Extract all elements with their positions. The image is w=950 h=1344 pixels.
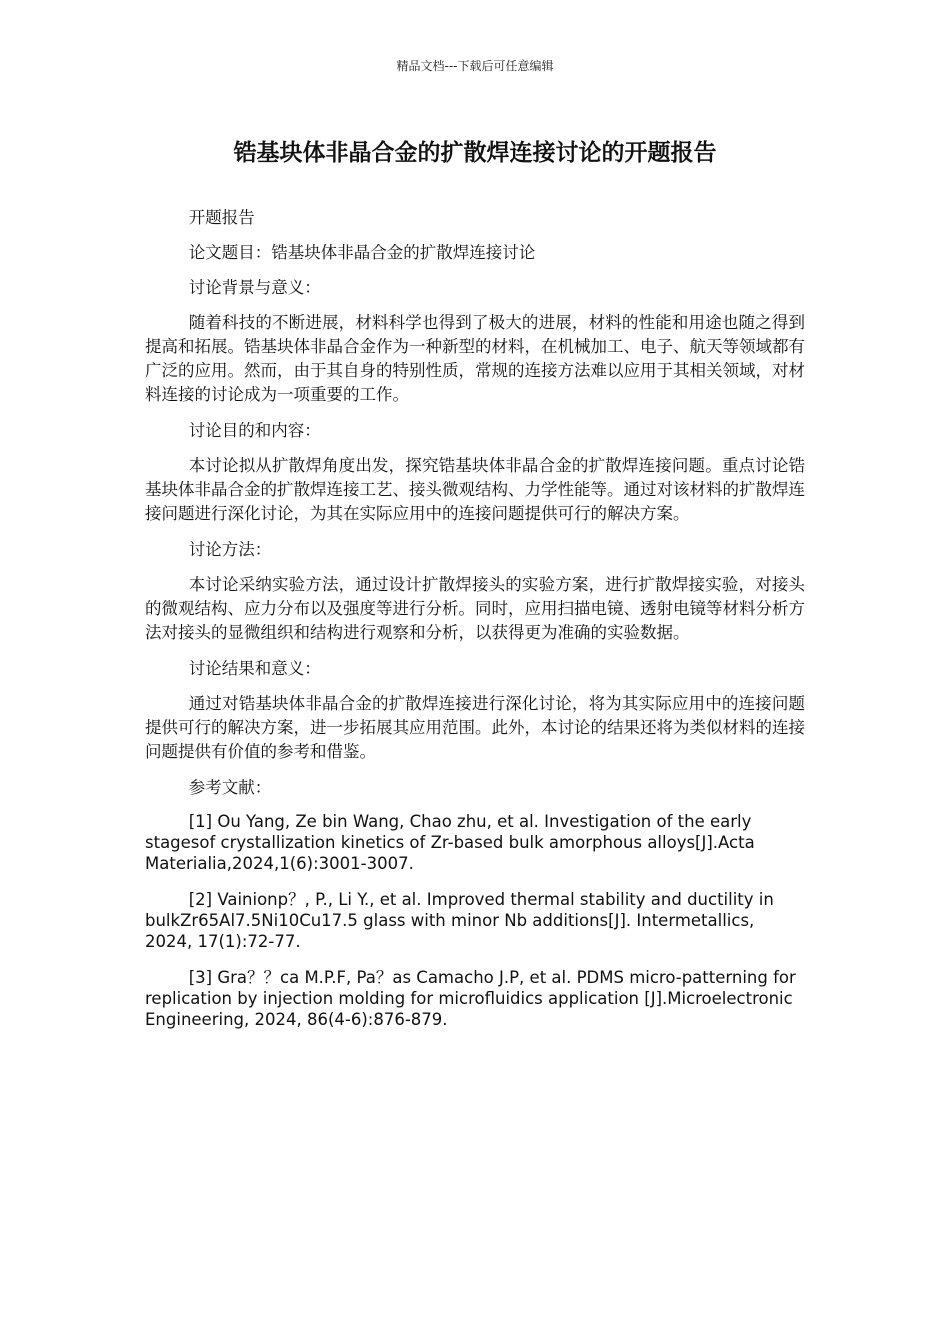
thesis-title-line: 论文题目：锆基块体非晶合金的扩散焊连接讨论 <box>188 243 536 262</box>
section-heading-results: 讨论结果和意义： <box>188 659 321 678</box>
reference-item: [2] Vainionp？, P., Li Y., et al. Improved thermal stability and ductility in bulkZr65Al7.5Ni10Cu17.5 glass with minor Nb additions[J]. Intermetallics, 2024, 17(1):72-77. <box>145 890 774 951</box>
references-heading: 参考文献： <box>188 778 272 797</box>
section-body-results: 通过对锆基块体非晶合金的扩散焊连接进行深化讨论，将为其实际应用中的连接问题提供可行的解决方案，进一步拓展其应用范围。此外，本讨论的结果还将为类似材料的连接问题提供有价值的参考和借鉴。 <box>145 694 805 761</box>
section-heading-background: 讨论背景与意义： <box>188 278 321 297</box>
section-heading-method: 讨论方法： <box>188 540 272 559</box>
section-body-background: 随着科技的不断进展，材料科学也得到了极大的进展，材料的性能和用途也随之得到提高和拓展。锆基块体非晶合金作为一种新型的材料，在机械加工、电子、航天等领域都有广泛的应用。然而，由于其自身的特别性质，常规的连接方法难以应用于其相关领域，对材料连接的讨论成为一项重要的工作。 <box>145 313 805 404</box>
report-label: 开题报告 <box>188 208 255 227</box>
reference-item: [1] Ou Yang, Ze bin Wang, Chao zhu, et al. Investigation of the early stagesof crystallization kinetics of Zr-based bulk amorphous alloys[J].Acta Materialia,2024,1(6):3001-3007. <box>145 812 755 873</box>
reference-item: [3] Gra？？ca M.P.F, Pa？as Camacho J.P, et al. PDMS micro-patterning for replication by injection molding for microfluidics application [J].Microelectronic Engineering, 2024, 86(4-6):876-879. <box>145 968 796 1029</box>
section-heading-purpose: 讨论目的和内容： <box>188 421 321 440</box>
section-body-method: 本讨论采纳实验方法，通过设计扩散焊接头的实验方案，进行扩散焊接实验，对接头的微观结构、应力分布以及强度等进行分析。同时，应用扫描电镜、透射电镜等材料分析方法对接头的显微组织和结构进行观察和分析，以获得更为准确的实验数据。 <box>145 575 805 642</box>
document-body <box>145 206 805 1045</box>
document-title: 锆基块体非晶合金的扩散焊连接讨论的开题报告 <box>233 140 717 166</box>
section-body-purpose: 本讨论拟从扩散焊角度出发，探究锆基块体非晶合金的扩散焊连接问题。重点讨论锆基块体非晶合金的扩散焊连接工艺、接头微观结构、力学性能等。通过对该材料的扩散焊连接问题进行深化讨论，为其在实际应用中的连接问题提供可行的解决方案。 <box>145 456 805 523</box>
page-header: 精品文档---下载后可任意编辑 <box>396 59 554 73</box>
